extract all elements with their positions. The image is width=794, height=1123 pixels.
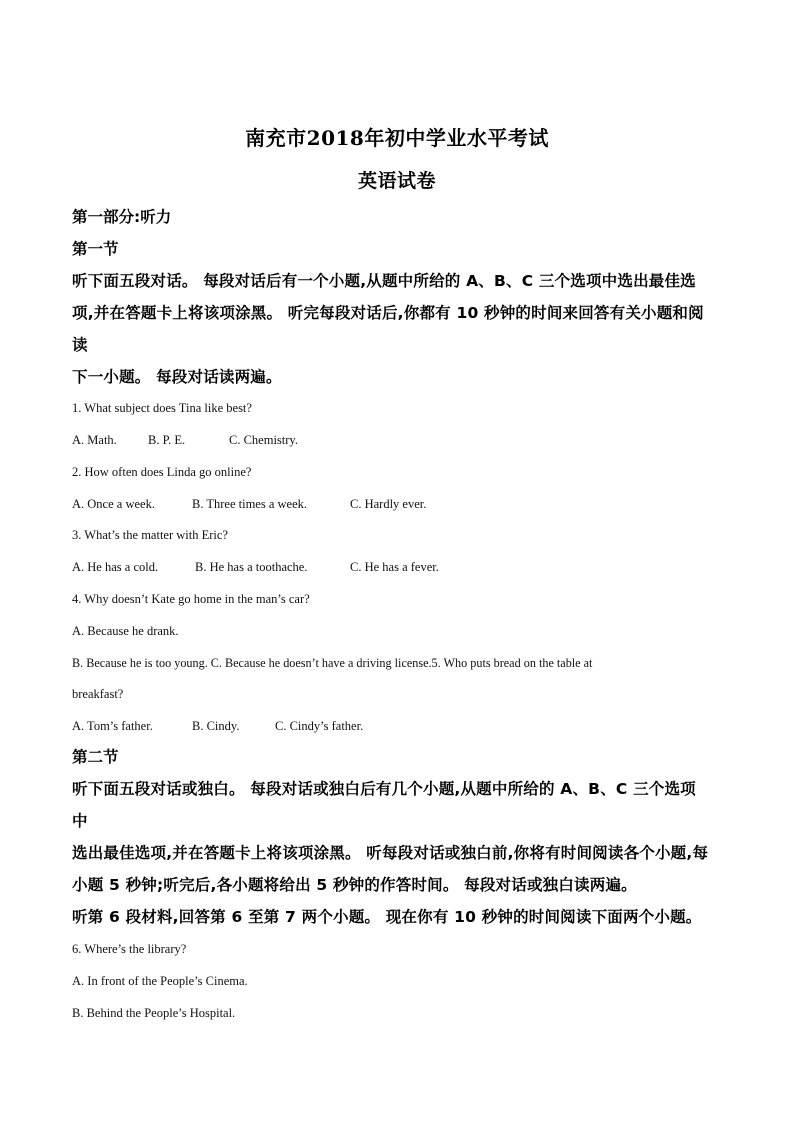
exam-title: 南充市2018年初中学业水平考试 [245, 126, 549, 150]
option-c: C. Cindy’s father. [275, 719, 364, 733]
question-6: 6. Where’s the library? [72, 942, 187, 956]
instruction-line: 听下面五段对话或独白。 每段对话或独白后有几个小题,从题中所给的 A、B、C 三个选项 [72, 780, 696, 798]
instruction-line: 听第 6 段材料,回答第 6 至第 7 两个小题。 现在你有 10 秒钟的时间阅读下面两个小题。 [72, 908, 702, 926]
instruction-line: 中 [72, 812, 88, 830]
section-heading-2: 第二节 [72, 748, 119, 766]
instruction-line: 小题 5 秒钟;听完后,各小题将给出 5 秒钟的作答时间。 每段对话或独白读两遍。 [72, 876, 637, 894]
question-1-options [72, 432, 720, 448]
question-4-option-a: A. Because he drank. [72, 624, 179, 638]
option-a: A. Tom’s father. [72, 719, 153, 733]
question-6-option-b: B. Behind the People’s Hospital. [72, 1006, 236, 1020]
option-a: A. He has a cold. [72, 560, 159, 574]
option-b: B. P. E. [148, 433, 186, 447]
question-5-options [72, 718, 720, 734]
option-b: B. He has a toothache. [195, 560, 308, 574]
option-b: B. Cindy. [192, 719, 240, 733]
question-5-continued: breakfast? [72, 687, 124, 701]
instruction-line: 下一小题。 每段对话读两遍。 [72, 368, 282, 386]
question-4-option-bc: B. Because he is too young. C. Because he doesn’t have a driving license.5. Who puts bread on the table at [72, 656, 593, 670]
section-heading-1: 第一节 [72, 240, 119, 258]
option-b: B. Three times a week. [192, 497, 308, 511]
option-a: A. Once a week. [72, 497, 155, 511]
instruction-line: 项,并在答题卡上将该项涂黑。 听完每段对话后,你都有 10 秒钟的时间来回答有关小题和阅 [72, 304, 704, 322]
question-3: 3. What’s the matter with Eric? [72, 528, 228, 542]
option-c: C. Hardly ever. [350, 497, 427, 511]
option-a: A. Math. [72, 433, 117, 447]
instruction-line: 选出最佳选项,并在答题卡上将该项涂黑。 听每段对话或独白前,你将有时间阅读各个小题,每 [72, 844, 709, 862]
question-4: 4. Why doesn’t Kate go home in the man’s car? [72, 592, 310, 606]
part-heading: 第一部分:听力 [72, 208, 172, 226]
question-3-options [72, 559, 720, 575]
instruction-line: 读 [72, 336, 88, 354]
instruction-line: 听下面五段对话。 每段对话后有一个小题,从题中所给的 A、B、C 三个选项中选出最佳选 [72, 272, 696, 290]
option-c: C. Chemistry. [229, 433, 298, 447]
option-c: C. He has a fever. [350, 560, 439, 574]
question-2: 2. How often does Linda go online? [72, 465, 252, 479]
exam-subtitle: 英语试卷 [357, 170, 436, 192]
question-2-options [72, 496, 720, 512]
question-1: 1. What subject does Tina like best? [72, 401, 252, 415]
question-6-option-a: A. In front of the People’s Cinema. [72, 974, 248, 988]
